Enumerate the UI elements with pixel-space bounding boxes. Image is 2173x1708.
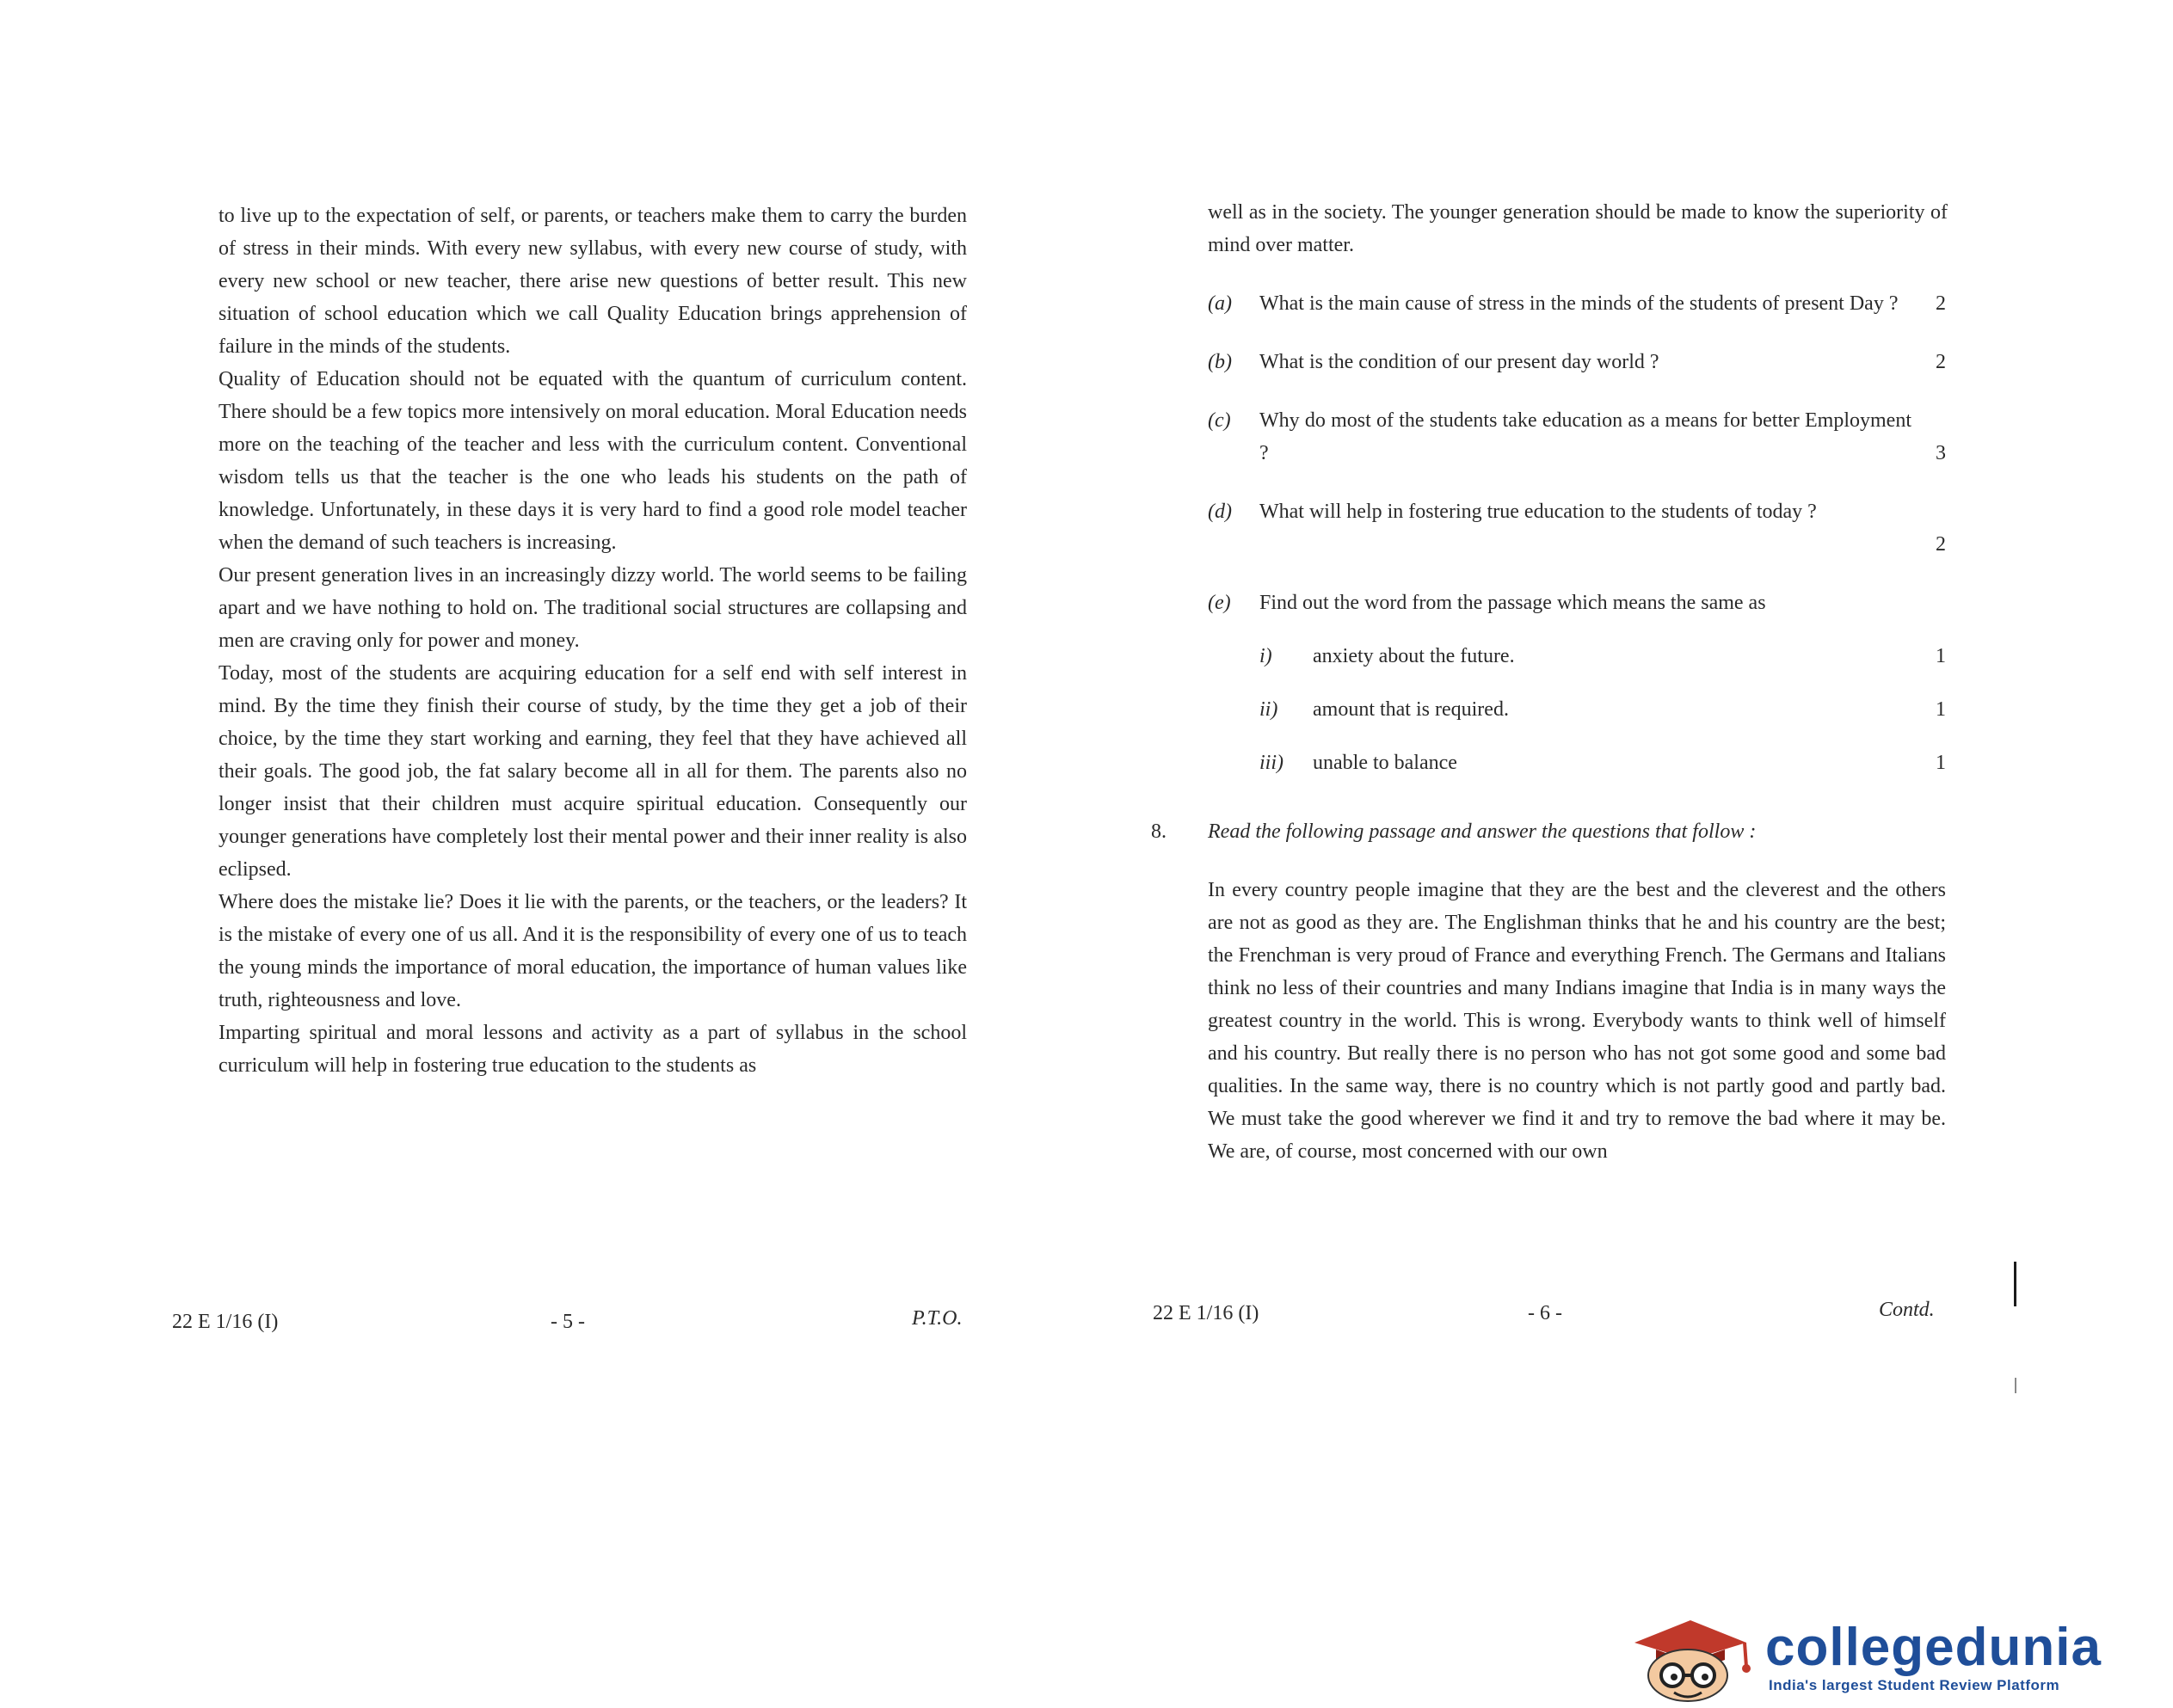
- question-label: (b): [1208, 351, 1232, 373]
- question-marks: 3: [1936, 442, 1946, 464]
- question-e: [1208, 587, 1946, 619]
- sub-question-label: i): [1259, 645, 1272, 667]
- question-instruction: Read the following passage and answer the questions that follow :: [1208, 820, 1757, 843]
- left-page-body: [219, 200, 967, 1082]
- question-label: (a): [1208, 292, 1232, 315]
- paragraph: Today, most of the students are acquiring education for a self end with self interest in mind. By the time they finish their course of study, by the time they get a job of their choice, by the time they start working and earning, they feel that they have achieved all their goals. The good job, the fat salary become all in all for them. The parents also no longer insist that their children must acquire spiritual education. Consequently our younger generations have completely lost their mental power and their inner reality is also eclipsed.: [219, 662, 967, 881]
- sub-question-label: ii): [1259, 698, 1278, 721]
- question-marks: 2: [1936, 351, 1946, 373]
- brand-tagline: India's largest Student Review Platform: [1769, 1677, 2060, 1693]
- scan-mark: [2015, 1378, 2016, 1393]
- question-text: What is the main cause of stress in the minds of the students of present Day ?: [1259, 292, 1899, 315]
- student-mascot-icon: [1617, 1617, 1764, 1703]
- collegedunia-watermark: [1617, 1617, 2168, 1703]
- sub-question-text: amount that is required.: [1313, 698, 1509, 721]
- paragraph: Imparting spiritual and moral lessons and activity as a part of syllabus in the school curriculum will help in fostering true education to the students as: [219, 1022, 967, 1077]
- left-footer-code: 22 E 1/16 (I): [172, 1311, 279, 1333]
- sub-question-text: anxiety about the future.: [1313, 645, 1515, 667]
- paragraph: Quality of Education should not be equated with the quantum of curriculum content. There should be a few topics more intensively on moral education. Moral Education needs more on the teaching of the teacher and less with the curriculum content. Conventional wisdom tells us that the teacher is the one who leads his students on the path of knowledge. Unfortunately, in these days it is very hard to find a good role model teacher when the demand of such teachers is increasing.: [219, 368, 967, 554]
- question-text: Find out the word from the passage which means the same as: [1259, 592, 1766, 614]
- paragraph: to live up to the expectation of self, or parents, or teachers make them to carry the burden of stress in their minds. With every new syllabus, with every new course of study, with every new school or new teacher, there arise new questions of better result. This new situation of school education which we call Quality Education brings apprehension of failure in the minds of the students.: [219, 205, 967, 358]
- right-footer-page-number: - 6 -: [1528, 1302, 1562, 1324]
- question-text: What is the condition of our present day world ?: [1259, 351, 1659, 373]
- brand-name: collegedunia: [1765, 1618, 2102, 1677]
- sub-question-marks: 1: [1936, 698, 1946, 721]
- question-text: Why do most of the students take education as a means for better Employment ?: [1259, 409, 1911, 464]
- question-label: (c): [1208, 409, 1231, 432]
- sub-question-label: iii): [1259, 752, 1283, 774]
- right-page-body: [1151, 196, 1948, 1168]
- right-footer-code: 22 E 1/16 (I): [1153, 1302, 1259, 1324]
- sub-question-iii: [1259, 746, 1946, 779]
- left-footer-pto: P.T.O.: [912, 1307, 963, 1330]
- passage-text: In every country people imagine that they are the best and the cleverest and the others are not as good as they are. The Englishman thinks that he and his country are the best; the Frenchman is very proud of France and everything French. The Germans and Italians think no less of their countries and many Indians imagine that India is in many ways the greatest country in the world. This is wrong. Everybody wants to think well of himself and his country. But really there is no person who has not got some good and some bad qualities. In the same way, there is no country which is not partly good and partly bad. We must take the good wherever we find it and try to remove the bad where it may be. We are, of course, most concerned with our own: [1208, 879, 1946, 1163]
- scan-mark: [2014, 1262, 2016, 1306]
- paragraph: Where does the mistake lie? Does it lie with the parents, or the teachers, or the leaders? It is the mistake of every one of us all. And it is the responsibility of every one of us to teach the young minds the importance of moral education, the importance of human values like truth, righteousness and love.: [219, 891, 967, 1011]
- question-b: [1208, 346, 1946, 378]
- question-marks: 2: [1936, 533, 1946, 556]
- question-marks: 2: [1936, 292, 1946, 315]
- question-a: [1208, 287, 1946, 320]
- sub-question-ii: [1259, 693, 1946, 726]
- paragraph: Our present generation lives in an increasingly dizzy world. The world seems to be failing apart and we have nothing to hold on. The traditional social structures are collapsing and men are craving only for power and money.: [219, 564, 967, 652]
- right-footer-contd: Contd.: [1879, 1299, 1935, 1321]
- sub-question-text: unable to balance: [1313, 752, 1457, 774]
- question-number: 8.: [1151, 820, 1167, 843]
- question-text: What will help in fostering true education to the students of today ?: [1259, 501, 1817, 523]
- passage-continuation: well as in the society. The younger generation should be made to know the superiority of mind over matter.: [1208, 201, 1948, 256]
- question-8: [1151, 815, 1946, 848]
- question-d: [1208, 495, 1946, 561]
- sub-question-i: [1259, 640, 1946, 673]
- sub-question-marks: 1: [1936, 752, 1946, 774]
- left-footer-page-number: - 5 -: [551, 1311, 585, 1333]
- question-label: (e): [1208, 592, 1231, 614]
- sub-question-marks: 1: [1936, 645, 1946, 667]
- question-label: (d): [1208, 501, 1232, 523]
- question-c: [1208, 404, 1946, 470]
